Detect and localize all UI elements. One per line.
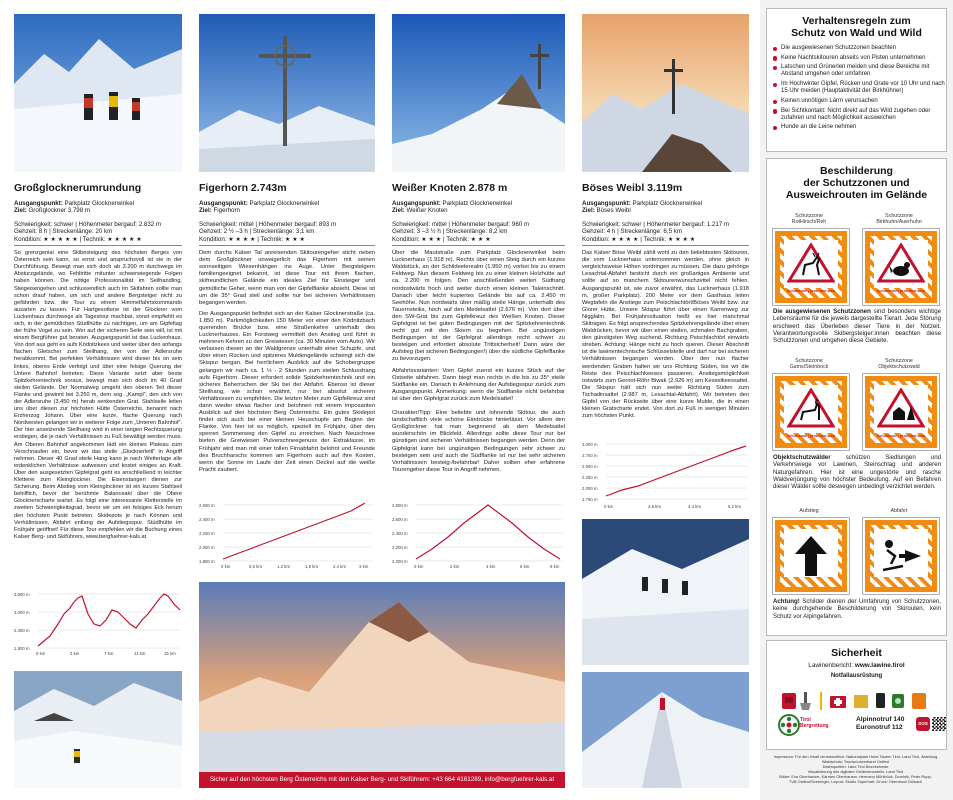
rules-title-line2: Schutz von Wald und Wild <box>791 27 922 39</box>
ytick: 1.800 m <box>199 559 215 564</box>
tour-title: Weißer Knoten 2.878 m <box>392 182 508 194</box>
bulletin-link[interactable]: www.lawine.tirol <box>854 662 905 669</box>
tour-column-boeses-weibl: Böses Weibl 3.119m Ausgangspunkt: Parkplatz Glocknerwinkel Ziel: Böses Weibl Schwierigkeit: schwer | Höhenmeter bergauf: 1.217 m Gehzeit: 4 h | Streckenlänge: 6,5 km Kondition: ★ ★ ★ ★ | Technik: ★ ★ ★ ★ Das Kalser Böse Weibl zählt wohl zu den beliebtesten Skitouren, die vom Lucknerhaus unternommen werden, ohne gleich in vergleichsweise Höhen vordringen zu müssen. Die dazu gehörige Lesachtal-Abfahrt besticht durch ein großartiges Ambiente und sollte auf so manchem Skitourenwunschzettel nicht fehlen. Ausgangspunkt ist, wie zuvor erwähnt, das Lucknerhaus (1.918 m, großer Parkplatz). 200 Meter vor dem Gasthaus leiten Wegtafeln die Anstiege zum Peischlachtörl/Böses Weibl bzw. zur Glorer Hütte. Unsere Skispur führt über einen Karrenweg zur Nigglalm. Bei Frühjahrssituation heißt es hier manchmal Skitragen. Es folgt ansprechendes Spitzkehrengelände über einen Waldrücken, bevor wir über einen steilen, schmalen Bachgraben, den günstigsten Weg suchend, Richtung Peischlachtörl einwärts streben. Achtung: Hänge nicht zu hoch queren. Dieser Abschnitt ist die lawinentechnische Schlüsselstelle und darf nur bei sicheren Verhältnissen begangen werden. Über den nun flacher werdenden Graben halten wir uns Richtung Süden, bis wir die Reste des Peischlachkeeses passieren. Anstiegsmöglichkeit ostwärts zum Gernot-Röhr Biwak (2.926 m) am Kesselkeessattel. Die Skispur hält sich nun weiter Richtung Süden zum Tschadinsattel (2.987 m, Lesachtal-Abfahrt). Wir betreten den Gipfel von der Rückseite über eine kurze Mulde, die in einen kleinen Gratscharte endet. Von dort zu Fuß in wenigen Minuten zum höchsten Punkt. <box>582 182 749 420</box>
tour-stats: Schwierigkeit: schwer | Höhenmeter bergauf: 2.832 m Gehzeit: 8 h | Streckenlänge: 20 km Kondition: ★ ★ ★ ★ ★ | Technik: ★ ★ ★ ★ ★ <box>14 221 182 246</box>
emergency-numbers <box>856 716 904 733</box>
photo-grossglockner-sunset <box>199 582 565 772</box>
ytick: 2.600 m <box>392 517 408 522</box>
elevation-profile-boeses-weibl <box>582 438 749 510</box>
tour-stats: Schwierigkeit: mittel | Höhenmeter bergauf: 960 m Gehzeit: 3 –3 ½ h | Streckenlänge: 8,2 km Kondition: ★ ★ ★ | Technik: ★ ★ ★ <box>392 221 565 246</box>
bulletin-label: Lawinenbericht: <box>808 662 854 669</box>
rule-item: Keine Nachtskitouren abseits von Pisten unternehmen <box>773 55 946 62</box>
tour-goal: Großglockner 3.798 m <box>28 207 91 215</box>
bergrettung-text: Tirol Bergrettung <box>800 717 829 729</box>
xtick: 0 km <box>414 564 424 569</box>
xtick: 3 km <box>359 564 369 569</box>
rule-item: Bei Sichtkontakt: Nicht direkt auf das Wild zugehen oder zufahren und nach Möglichkeit ausweichen <box>773 108 946 122</box>
signage-paragraph-2: Objektschutzwälder schützen Siedlungen und Verkehrswege vor Lawinen, Steinschlag und anderen Naturgefahren. Hier ist eine ungestörte und rasche Waldverjüngung von höchster Bedeutung. Auf ein Befahren dieser Wälder sollte deswegen unbedingt verzichtet werden. <box>773 454 941 491</box>
signage-title-line3: Ausweichrouten im Gelände <box>785 189 928 201</box>
sign-protected-chamois <box>773 374 849 450</box>
sign-caption: Schutzzone | protected area <box>787 434 835 438</box>
backpack-icon <box>782 693 796 709</box>
ytick: 2.200 m <box>199 531 215 536</box>
rules-box <box>766 8 947 152</box>
transceiver-icon <box>892 694 904 708</box>
elevation-profile-figerhorn <box>199 497 375 569</box>
tour-start: Parkplatz Glocknerwinkel <box>64 200 135 207</box>
xtick: 15 km <box>164 651 176 656</box>
photo-summit-ridge <box>582 672 749 788</box>
sign-caption: Schutzzone | protected area <box>877 434 925 438</box>
skier-arrow-icon <box>877 532 925 580</box>
tour-stats: Schwierigkeit: mittel | Höhenmeter bergauf: 893 m Gehzeit: 2 ½ –3 h | Streckenlänge: 3,1 km Kondition: ★ ★ ★ ★ | Technik: ★ ★ ★ <box>199 221 375 246</box>
alpine-number: 140 <box>893 716 905 723</box>
qr-code[interactable] <box>932 717 946 731</box>
elevation-profile-weisser-knoten <box>392 497 565 569</box>
ytick: 3.000 m <box>582 442 598 447</box>
photo-boeses-weibl-skiers <box>582 519 749 665</box>
ytick: 2.000 m <box>392 559 408 564</box>
ytick: 2.400 m <box>392 531 408 536</box>
xtick: 2 km <box>450 564 460 569</box>
rules-list <box>767 45 946 132</box>
ytick: 2.600 m <box>199 503 215 508</box>
xtick: 0 km <box>604 504 614 509</box>
guide-contact-bar: Sicher auf den höchsten Berg Österreichs mit den Kalser Berg- und Skiführern: +43 664 4161289, info@bergfuehrer-kals.at <box>199 772 565 788</box>
rules-title-line1: Verhaltensregeln zum <box>802 15 911 27</box>
ytick: 2.200 m <box>392 545 408 550</box>
tour-description: Über die Mautstraße zum Parkplatz Glocknerwinkel beim Lucknerhaus (1.918 m). Rechts über einen Steig durch ein kurzes Waldstück, an der Schildeelerealm (1.950 m) vorbei bis zu einem Feldweg. Nun diesem Feldweg bis zu einer kleinen Holzhütte auf ca. 2.200 m folgen. Den anschließenden weiten Südhang nordostwärts hoch und weiter durch einen kleinen Taleinschnitt. Danach über leicht kupiertes Gelände bis auf ca. 2.450 m Seehöhe. Nun nordwärts über mäßig steile Hänge, unterhalb des Tauernsteiks, hoch auf den Medelsattel (2.676 m). Von dort über den SW-Grat bis zum Gipfelkreuz des Weißen Knoten. Dieser Gipfelgrat ist bei guten Bedingungen mit der Spitzkehrentechnik recht gut mit den Skiern zu begehen. Bei ungünstigen Bedingungen ist der Gipfelgrat allerdings recht schwer zu besteigen und erfordert absolute Trittsicherheit! Dann wäre der Aufstieg (bei sicheren Bedingungen!) über die südliche Gipfelflanke zu bevorzugen. <box>392 250 565 363</box>
ytick: 3.600 m <box>14 592 30 597</box>
equipment-icons <box>780 690 932 710</box>
xtick: 4 km <box>486 564 496 569</box>
tour-description: Das Kalser Böse Weibl zählt wohl zu den beliebtesten Skitouren, die vom Lucknerhaus unternommen werden, ohne gleich in vergleichsweise Höhen vordringen zu müssen. Die dazu gehörige Lesachtal-Abfahrt besticht durch ein großartiges Ambiente und sollte auf so manchem Skitourenwunschzettel nicht fehlen. Ausgangspunkt ist, wie zuvor erwähnt, das Lucknerhaus (1.918 m, großer Parkplatz). 200 Meter vor dem Gasthaus leiten Wegtafeln die Anstiege zum Peischlachtörl/Böses Weibl bzw. zur Glorer Hütte. Unsere Skispur führt über einen Karrenweg zur Nigglalm. Bei Frühjahrssituation heißt es hier manchmal Skitragen. Es folgt ansprechendes Spitzkehrengelände über einen Waldrücken, bevor wir über einen steilen, schmalen Bachgraben, den günstigsten Weg suchend, Richtung Peischlachtörl einwärts streben. Achtung: Hänge nicht zu hoch queren. Dieser Abschnitt ist die lawinentechnische Schlüsselstelle und darf nur bei sicheren Verhältnissen begangen werden. Über den nun flacher werdenden Graben halten wir uns Richtung Süden, bis wir die Reste des Peischlachkeeses passieren. Anstiegsmöglichkeit ostwärts zum Gernot-Röhr Biwak (2.926 m) am Kesselkeessattel. Die Skispur hält sich nun weiter Richtung Süden zum Tschadinsattel (2.987 m, Lesachtal-Abfahrt). Wir betreten den Gipfel von der Rückseite über eine kurze Mulde, die in einen kleinen Gratscharte endet. Von dort zu Fuß in wenigen Minuten zum höchsten Punkt. <box>582 250 749 420</box>
sign-label-objektschutzwald: Schutzzone Objektschutzwald <box>878 358 920 371</box>
euro-number: 112 <box>891 724 903 732</box>
signage-paragraph-1: Die ausgewiesenen Schutzzonen sind besonders wichtige Lebensräume für die jeweils dargestellte Tierart. Jede Störung erschwert das Überleben dieser Tiere in der Notzeit. Verantwortungsvolle Skibergsteiger:innen beachten diese Schutzzonen und umgehen diese Gebiete. <box>773 308 942 345</box>
xtick: 8 km <box>550 564 560 569</box>
xtick: 6,2 km <box>728 504 741 509</box>
emergency-title: Notfallausrüstung <box>830 673 883 679</box>
tour-title: Figerhorn 2.743m <box>199 182 287 194</box>
photo-boeses-weibl <box>582 14 749 172</box>
xtick: 6 km <box>520 564 530 569</box>
photo-weisser-knoten <box>392 14 565 172</box>
xtick: 0 km <box>36 651 46 656</box>
ytick: 2.400 m <box>199 517 215 522</box>
bergrettung-badge <box>778 714 829 744</box>
elevation-profile-grossglockner <box>14 584 182 656</box>
edelweiss-icon <box>778 714 800 736</box>
shovel-icon <box>800 692 811 710</box>
tour-stats: Schwierigkeit: schwer | Höhenmeter bergauf: 1.217 m Gehzeit: 4 h | Streckenlänge: 6,5 km Kondition: ★ ★ ★ ★ | Technik: ★ ★ ★ ★ <box>582 221 749 246</box>
ytick: 2.750 m <box>582 453 598 458</box>
ytick: 2.500 m <box>582 464 598 469</box>
first-aid-icon <box>830 696 846 708</box>
xtick: 2,4 km <box>333 564 346 569</box>
profile-line <box>38 594 180 646</box>
photo-figerhorn-cross <box>199 14 375 172</box>
ytick: 2.000 m <box>582 486 598 491</box>
airbag-icon <box>912 693 926 709</box>
tour-column-figerhorn: Figerhorn 2.743m Ausgangspunkt: Parkplatz Glocknerwinkel Ziel: Figerhorn Schwierigkeit: mittel | Höhenmeter bergauf: 893 m Gehzeit: 2 ½ –3 h | Streckenlänge: 3,1 km Kondition: ★ ★ ★ ★ | Technik: ★ ★ ★ Dem durchs Kalser Tal anreisenden Skitourengeher sticht neben dem Großglockner unweigerlich das Figerhorn mit seinen sonnseitigen Wiesenhängen ins Auge. Unter Bergsteigern familiengeeignet bekannt, ist diese Tour mit ihrem flachen, skifreundlichen Gelände ein ideales Ziel für Einsteiger und gemütliche Geher, wenn man von der Gipfelflanke absieht. Diese ist um die 35° Grad steil und sollte nur bei sicheren Verhältnissen begangen werden. Der Ausgangspunkt befindet sich an der Kalser Glocknerstraße (ca. 1.850 m). Parkmöglichkeiten 150 Meter vor einer den Ködnitzbach querenden Brücke bzw. eine Straßenkehre unterhalb des Lucknerhauses. Ein Forstweg vermittelt den Anstieg und führt in mehreren Kehren zu den Greiwiesen (ca. 30 Minuten vom Auto). Wir verlassen diesen an der Waldgrenze unterhalb einer Schupfe, und über einen Rücken und spitzeres Muldengelände schwingt sich die Skispur bergan. Bei herrlichem Ausblick auf die Schobergruppe gelangen wir nach ca. 1 ½ - 2 Stunden zum steilen Schlusshang aufs Figerhorn. Dieser erfordert solide Spitzkehrentechnik und ein sicheres Beherrschen der Ski bei der Abfahrt. Ebenso ist dieser Steilhang, wie schon erwähnt, nur bei absolut sicheren Verhältnissen zu empfehlen. Die letzten Meter zum Gipfelkreuz sind dann wieder etwas flacher und belohnen mit einem imposanten Ausblick auf den höchsten Berg Österreichs. Ein gutes Skidepot findet sich auch bei einer kleinen Heuschupfe am Beginn der Flanke. Von hier ist es möglich, speziell im Frühjahr, über den sperren Sommerweg den Gipfel zu erreichen. Nach Neuschnee bieten die Greiwiesen Pulverschneegenuss der Extraklasse, im Frühjahr wird man mit einer tollen Firnabfahrt belohnt und Freunde des Bruchharschs kommen am Figerhorn auch auf ihre Kosten, wenn die Sonne im Laufe der Zeit einen Deckel auf die weiße Pracht zaubert. <box>199 182 375 473</box>
ytick: 1.750 m <box>582 497 598 502</box>
tour-column-weisser-knoten: Weißer Knoten 2.878 m Ausgangspunkt: Parkplatz Glocknerwinkel Ziel: Weißer Knoten Schwierigkeit: mittel | Höhenmeter bergauf: 960 m Gehzeit: 3 –3 ½ h | Streckenlänge: 8,2 km Kondition: ★ ★ ★ | Technik: ★ ★ ★ Über die Mautstraße zum Parkplatz Glocknerwinkel beim Lucknerhaus (1.918 m). Rechts über einen Steig durch ein kurzes Waldstück, an der Schildeelerealm (1.950 m) vorbei bis zu einem Feldweg. Nun diesem Feldweg bis zu einer kleinen Holzhütte auf ca. 2.200 m folgen. Den anschließenden weiten Südhang nordostwärts hoch und weiter durch einen kleinen Taleinschnitt. Danach über leicht kupiertes Gelände bis auf ca. 2.450 m Seehöhe. Nun nordwärts über mäßig steile Hänge, unterhalb des Tauernsteiks, hoch auf den Medelsattel (2.676 m). Von dort über den SW-Grat bis zum Gipfelkreuz des Weißen Knoten. Dieser Gipfelgrat ist bei guten Bedingungen mit der Spitzkehrentechnik recht gut mit den Skiern zu begehen. Bei ungünstigen Bedingungen ist der Gipfelgrat allerdings recht schwer zu besteigen und erfordert absolute Trittsicherheit! Dann wäre der Aufstieg (bei sicheren Bedingungen!) über die südliche Gipfelflanke zu bevorzugen. Abfahrtsvarianten: Vom Gipfel zuerst ein kurzes Stück auf der Ostseite abfahren. Dann biegt man rechts in die bis zu 35° steile Südflanke ein. Danach in Anlehnung der Aufstiegsspur zurück zum Ausgangspunkt. Anmerkung: wenn die Südflanke nicht befahrbar ist über den Gipfelgrat zurück zum Medelsattel! Charakter/Tipp: Eine beliebte und lohnende Skitour, die auch landschaftlich viele schöne Eindrücke hinterlässt. Vor allem den Großglockner hat man beginnend ab dem Medelsattel wunderschön im Blickfeld. Allerdings sollte diese Tour nur bei günstigen und sicheren Verhältnissen begangen werden. Denn der Gipfelgrat kann bei ungünstigen Bedingungen sehr schwer zu besteigen sein und auch die Südflanke ist nur bei sehr sicheren Verhältnissen besteig-/befahrbar! Daher sollten eher erfahrene Tourengeher diese Tour in Angriff nehmen. <box>392 182 565 473</box>
rule-item: Die ausgewiesenen Schutzzonen beachten <box>773 45 946 52</box>
safety-title: Sicherheit <box>831 647 882 659</box>
sign-label-abfahrt: Abfahrt <box>890 508 908 514</box>
tour-description-2: Der Ausgangspunkt befindet sich an der Kalser Glocknerstraße (ca. 1.850 m). Parkmöglichkeiten 150 Meter vor einer den Ködnitzbach querenden Brücke bzw. eine Straßenkehre unterhalb des Lucknerhauses. Ein Forstweg vermittelt den Anstieg und führt in mehreren Kehren zu den Greiwiesen (ca. 30 Minuten vom Auto). Wir verlassen diesen an der Waldgrenze unterhalb einer Schupfe, und über einen Rücken und spitzeres Muldengelände schwingt sich die Skispur bergan. Bei herrlichem Ausblick auf die Schobergruppe gelangen wir nach ca. 1 ½ - 2 Stunden zum steilen Schlusshang aufs Figerhorn. Dieser erfordert solide Spitzkehrentechnik und ein sicheres Beherrschen der Ski bei der Abfahrt. Ebenso ist dieser Steilhang, wie schon erwähnt, nur bei absolut sicheren Verhältnissen zu empfehlen. Die letzten Meter zum Gipfelkreuz sind dann wieder etwas flacher und belohnen mit einem imposanten Ausblick auf den höchsten Berg Österreichs. Ein gutes Skidepot findet sich auch bei einer kleinen Heuschupfe am Beginn der Flanke. Von hier ist es möglich, speziell im Frühjahr, über den sperren Sommerweg den Gipfel zu erreichen. Nach Neuschnee bieten die Greiwiesen Pulverschneegenuss der Extraklasse, im Frühjahr wird man mit einer tollen Firnabfahrt belohnt und Freunde des Bruchharschs kommen am Figerhorn auch auf ihre Kosten, wenn die Sonne im Laufe der Zeit einen Deckel auf die weiße Pracht zaubert. <box>199 310 375 473</box>
sos-badge: SOS <box>916 717 930 731</box>
ytick: 2.250 m <box>582 475 598 480</box>
sign-label-birkhuhn: Schutzzone Birkhuhn/Auerhuhn <box>876 213 922 226</box>
xtick: 2,8 km <box>648 504 661 509</box>
alpine-label: Alpinnotruf <box>856 716 892 723</box>
euro-label: Euronotruf <box>856 724 891 732</box>
signage-title-line2: der Schutzzonen und <box>803 177 910 189</box>
xtick: 11 km <box>134 651 146 656</box>
profile-line <box>606 446 746 496</box>
xtick: 3 km <box>70 651 80 656</box>
sign-ascent <box>773 518 849 594</box>
tour-description-2: Abfahrtsvarianten: Vom Gipfel zuerst ein kurzes Stück auf der Ostseite abfahren. Dann biegt man rechts in die bis zu 35° steile Südflanke ein. Danach in Anlehnung der Aufstiegsspur zurück zum Ausgangspunkt. Anmerkung: wenn die Südflanke nicht befahrbar ist über den Gipfelgrat zurück zum Medelsattel! Charakter/Tipp: Eine beliebte und lohnende Skitour, die auch landschaftlich viele schöne Eindrücke hinterlässt. Vor allem den Großglockner hat man beginnend ab dem Medelsattel wunderschön im Blickfeld. Allerdings sollte diese Tour nur bei günstigen und sicheren Verhältnissen begangen werden. Denn der Gipfelgrat kann bei ungünstigen Bedingungen sehr schwer zu besteigen sein und auch die Südflanke ist nur bei sehr sicheren Verhältnissen besteig-/befahrbar! Daher sollten eher erfahrene Tourengeher diese Tour in Angriff nehmen. <box>392 367 565 473</box>
xtick: 0 km <box>221 564 231 569</box>
photo-grossglockner-skiers <box>14 14 182 172</box>
xtick: 7 km <box>104 651 114 656</box>
xtick: 4,4 km <box>688 504 701 509</box>
arrow-up-icon <box>787 532 835 580</box>
phone-icon <box>876 693 885 708</box>
rule-item: Latschen und Grünerlen meiden und diese Bereiche mit Abstand umgehen oder umfahren <box>773 64 946 78</box>
blanket-icon <box>854 695 868 708</box>
ytick: 2.800 m <box>392 503 408 508</box>
sign-protected-forest <box>863 374 939 450</box>
sign-descent <box>863 518 939 594</box>
impressum: Impressum: Für den Inhalt verantwortlich: Nationalpark Hohe Tauern Tirol; Land Tirol, Abteilung Waldschutz; Tourismusverband Osttirol Datenquellen: Land Tirol Bezirksforste Visualisierung des digitalen Geländemodells: Land Tirol Bilder: Eva Oberhauser, Kärnten Oberhauser, Hermann Mühlböck, Dominik, Peter Rupp, TVB Osttirol/Seeberger; Layout: Studio Superhart; Druck: Oberdruck Dölsach <box>773 754 938 785</box>
probe-icon <box>820 692 822 710</box>
tour-description: So grenzgenial eine Skibesteigung des höchsten Berges von Österreich sein kann, so ernst und anspruchsvoll ist sie in der Durchführung. Bewegt man sich doch ab 3.200 m durchwegs im Absturzgelände, wo Fehltritte mitunter schwerwiegende Folgen haben können. Die nötige Professionalität im Seilhandling, Steigeisengehen und schlussendlich auch im Skifahren sollte man schon drauf haben, um sich und andere Bergsteiger nicht zu gefährden bzw. die Tour zu einem Himmelfahrtskommando ausarten zu lassen. Für Hartgesottene ist der Glockner vom Luckenhaus durchwegs als Tagestour machbar, sonst empfiehlt es sich, in der gemütlichen Stüdlhütte zu nächtigen, um am Gipfeltag der frühe Vogel zu sein. Wer auf der sicheren Seite sein will, ist mit einem Bergführer gut beraten. Ausgangspunkt ist das Luckenhaus. Von dort aus geht es aufs Ködnitzkees und weiter über den anfangs flachen Gletscher zum Steilhang, der von der Adlersruhe herabkommt. Bei perfekten Verhältnissen wird dieser bis on sein linkes, oberes Ende verfolgt und über eine felsige Querung der Untere Bahnhof betreten. Diese Variante setzt aber beste Spitzkehrentechnik voraus, bewegt man sich doch im 40 Grad steilen Gelände. Der Normalweg umgeht den oberen Teil dieser Flanke und gewinnt bei 3.250 m, dem sog. „Kampl“, den sich von der Adlersruhe (3.450 m) herab senkenden Grat. Stahlseile leiten uns über diesen zur höchsten Hütte Österreichs, benannt nach Erzherzog Johann. Über eine kurze, flache Querung nach Nordwesten gelangen wir in weiterer Folge zum „Unteren Bahnhof“. Der hier ansetzende Steilhang wird in einer langen Rechtsquerung erstiegen, die je nach Verhältnissen zu Fuß bewältigt werden muss. Am Oberen Bahnhof angekommen lädt ein kleines Plateau zum Verschnaufen ein, bevor wir das steile „Glocknerleitl“ in Angriff nehmen. Dieser 40 Grad steile Hang kann je nach Wetterlage alle erdenklichen Verhältnisse aufweisen und kostet einiges an Kraft. Über den ausgesetzten Gipfelgrat geht es anschließend in leichter Kletterei zum Kleinglockner. Die Eisenstangen dienen zur Sicherung. Beim Abstieg vom Kleinglockner ist ein kurzes Stahlseil behilflich, bevor der berühmte Balanceakt über die Obere Glocknerscharte wartet. Es folgt eine interessante Kletterstelle im zweiten Schwierigkeitsgrad, bevor wir um ein felsiges Eck herum den höchsten Punkt betreten. Skidepots je nach Können und Verhältnissen. Abfahrt entlang der Aufstiegsspur. Stüdlhütte im Frühjahr geöffnet! Für diese Tour empfehlen wir die Buchung eines Kalser Berg- und Skiführers, www.bergfuehrer-kals.at <box>14 250 182 540</box>
grouse-icon <box>877 243 925 283</box>
rule-item: Im Hochwinter Gipfel, Rücken und Grate vor 10 Uhr und nach 15 Uhr meiden (Hauptaktivität der Birkhühner) <box>773 81 946 95</box>
sign-caption: Schutzzone | protected area <box>787 289 835 293</box>
profile-line <box>223 503 365 559</box>
ytick: 1.800 m <box>14 646 30 651</box>
sign-caption: Schutzzone | protected area <box>877 289 925 293</box>
xtick: 1,2 km <box>277 564 290 569</box>
photo-glacier-skier <box>14 671 182 788</box>
sign-label-gams: Schutzzone Gams/Steinbock <box>789 358 829 371</box>
sign-protected-deer <box>773 229 849 305</box>
ytick: 3.000 m <box>14 610 30 615</box>
ytick: 2.400 m <box>14 628 30 633</box>
sign-label-aufstieg: Aufstieg <box>799 508 819 514</box>
rule-item: Keinen unnötigen Lärm verursachen <box>773 98 946 105</box>
tour-title: Böses Weibl 3.119m <box>582 182 683 194</box>
tour-title: Großglocknerumrundung <box>14 182 142 194</box>
sign-label-rothirsch: Schutzzone RotHirsch/Reh <box>791 213 827 226</box>
tour-description: Dem durchs Kalser Tal anreisenden Skitourengeher sticht neben dem Großglockner unweigerlich das Figerhorn mit seinen sonnseitigen Wiesenhängen ins Auge. Unter Bergsteigern familiengeeignet bekannt, ist diese Tour mit ihrem flachen, skifreundlichen Gelände ein ideales Ziel für Einsteiger und gemütliche Geher, wenn man von der Gipfelflanke absieht. Diese ist um die 35° Grad steil und sollte nur bei sicheren Verhältnissen begangen werden. <box>199 250 375 306</box>
xtick: 1,8 km <box>305 564 318 569</box>
xtick: 0,6 km <box>249 564 262 569</box>
sign-protected-grouse <box>863 229 939 305</box>
signage-title-line1: Beschilderung <box>820 165 893 177</box>
signage-paragraph-3: Achtung! Schilder dienen der Umfahrung von Schutzzonen, keine durchgehende Beschilderung von Skirouten, kein Schutz vor Alpingefahren. <box>773 598 941 620</box>
profile-line <box>416 505 560 559</box>
chamois-icon <box>787 388 835 428</box>
tour-column-grossglockner: Großglocknerumrundung Ausgangspunkt: Parkplatz Glocknerwinkel Ziel: Großglockner 3.798 m Schwierigkeit: schwer | Höhenmeter bergauf: 2.832 m Gehzeit: 8 h | Streckenlänge: 20 km Kondition: ★ ★ ★ ★ ★ | Technik: ★ ★ ★ ★ ★ So grenzgenial eine Skibesteigung des höchsten Berges von Österreich sein kann, so ernst und anspruchsvoll ist sie in der Durchführung. Bewegt man sich doch ab 3.200 m durchwegs im Absturzgelände, wo Fehltritte mitunter schwerwiegende Folgen haben können. Die nötige Professionalität im Seilhandling, Steigeisengehen und schlussendlich auch im Skifahren sollte man schon drauf haben, um sich und andere Bergsteiger nicht zu gefährden bzw. die Tour zu einem Himmelfahrtskommando ausarten zu lassen. Für Hartgesottene ist der Glockner vom Luckenhaus durchwegs als Tagestour machbar, sonst empfiehlt es sich, in der gemütlichen Stüdlhütte zu nächtigen, um am Gipfeltag der frühe Vogel zu sein. Wer auf der sicheren Seite sein will, ist mit einem Bergführer gut beraten. Ausgangspunkt ist das Luckenhaus. Von dort aus geht es aufs Ködnitzkees und weiter über den anfangs flachen Gletscher zum Steilhang, der von der Adlersruhe herabkommt. Bei perfekten Verhältnissen wird dieser bis on sein linkes, oberes Ende verfolgt und über eine felsige Querung der Untere Bahnhof betreten. Diese Variante setzt aber beste Spitzkehrentechnik voraus, bewegt man sich doch im 40 Grad steilen Gelände. Der Normalweg umgeht den oberen Teil dieser Flanke und gewinnt bei 3.250 m, dem sog. „Kampl“, den sich von der Adlersruhe (3.450 m) herab senkenden Grat. Stahlseile leiten uns über diesen zur höchsten Hütte Österreichs, benannt nach Erzherzog Johann. Über eine kurze, flache Querung nach Nordwesten gelangen wir in weiterer Folge zum „Unteren Bahnhof“. Der hier ansetzende Steilhang wird in einer langen Rechtsquerung erstiegen, die je nach Verhältnissen zu Fuß bewältigt werden muss. Am Oberen Bahnhof angekommen lädt ein kleines Plateau zum Verschnaufen ein, bevor wir das steile „Glocknerleitl“ in Angriff nehmen. Dieser 40 Grad steile Hang kann je nach Wetterlage alle erdenklichen Verhältnisse aufweisen und kostet einiges an Kraft. Über den ausgesetzten Gipfelgrat geht es anschließend in leichter Kletterei zum Kleinglockner. Die Eisenstangen dienen zur Sicherung. Beim Abstieg vom Kleinglockner ist ein kurzes Stahlseil behilflich, bevor der berühmte Balanceakt über die Obere Glocknerscharte wartet. Es folgt eine interessante Kletterstelle im zweiten Schwierigkeitsgrad, bevor wir um ein felsiges Eck herum den höchsten Punkt betreten. Skidepots je nach Können und Verhältnissen. Abfahrt entlang der Aufstiegsspur. Stüdlhütte im Frühjahr geöffnet! Für diese Tour empfehlen wir die Buchung eines Kalser Berg- und Skiführers, www.bergfuehrer-kals.at <box>14 182 182 540</box>
ytick: 2.000 m <box>199 545 215 550</box>
deer-icon <box>787 243 835 283</box>
forest-house-icon <box>877 388 925 428</box>
rule-item: Hunde an die Leine nehmen <box>773 124 946 131</box>
